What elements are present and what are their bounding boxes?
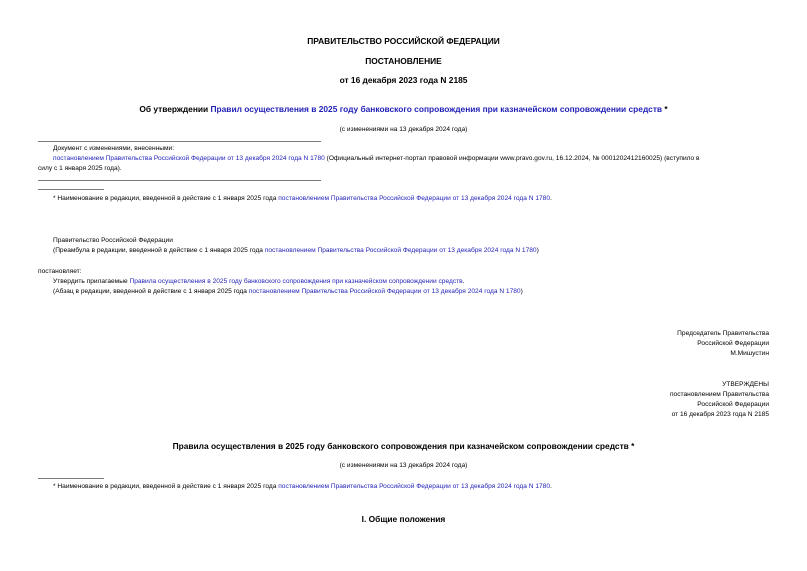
footnote-1-text: * Наименование в редакции, введенной в действие с 1 января 2025 года bbox=[53, 195, 279, 202]
changes-line2: силу с 1 января 2025 года). bbox=[38, 165, 122, 172]
title-link[interactable]: Правил осуществления в 2025 году банковского сопровождения при казначейском сопровождении средств bbox=[210, 104, 663, 114]
preamble-note bbox=[53, 246, 539, 255]
document-title bbox=[0, 104, 807, 114]
changes-rest: (Официальный интернет-портал правовой информации www.pravo.gov.ru, 16.12.2024, № 0001202412160025) (вступило в bbox=[324, 155, 700, 162]
approved-country: Российской Федерации bbox=[697, 401, 769, 408]
footnote-2-link[interactable]: постановлением Правительства Российской Федерации от 13 декабря 2024 года N 1780 bbox=[278, 483, 551, 490]
decree-word: постановляет: bbox=[38, 268, 82, 275]
government-heading: ПРАВИТЕЛЬСТВО РОССИЙСКОЙ ФЕДЕРАЦИИ bbox=[307, 36, 500, 46]
decree-approve-prefix: Утвердить прилагаемые bbox=[53, 278, 130, 285]
footnote-2-text: * Наименование в редакции, введенной в действие с 1 января 2025 года bbox=[53, 483, 279, 490]
preamble-note-link[interactable]: постановлением Правительства Российской Федерации от 13 декабря 2024 года N 1780 bbox=[264, 247, 537, 254]
signature-country: Российской Федерации bbox=[697, 340, 769, 347]
changes-intro: Документ с изменениями, внесенными: bbox=[53, 145, 175, 152]
decree-note-suffix: ) bbox=[520, 288, 523, 295]
section-1-heading: I. Общие положения bbox=[361, 514, 446, 524]
footnote-rule-1 bbox=[38, 189, 104, 190]
signature-title: Председатель Правительства bbox=[677, 330, 769, 337]
signature-name: М.Мишустин bbox=[730, 350, 769, 357]
approved-heading: УТВЕРЖДЕНЫ bbox=[722, 381, 769, 388]
title-asterisk: * bbox=[662, 104, 668, 114]
approved-date: от 16 декабря 2023 года N 2185 bbox=[671, 411, 769, 418]
decree-approve bbox=[53, 277, 465, 286]
footnote-2-end: . bbox=[550, 483, 552, 490]
document-date-number: от 16 декабря 2023 года N 2185 bbox=[339, 75, 468, 85]
title-amendments: (с изменениями на 13 декабря 2024 года) bbox=[339, 126, 468, 133]
footnote-1 bbox=[53, 194, 552, 203]
changes-bottom-rule bbox=[38, 180, 321, 181]
footnote-1-end: . bbox=[550, 195, 552, 202]
preamble-text: Правительство Российской Федерации bbox=[53, 237, 173, 244]
changes-link[interactable]: постановлением Правительства Российской Федерации от 13 декабря 2024 года N 1780 bbox=[53, 155, 325, 162]
changes-top-rule bbox=[38, 141, 321, 142]
decree-note bbox=[53, 287, 523, 296]
decree-note-link[interactable]: постановлением Правительства Российской Федерации от 13 декабря 2024 года N 1780 bbox=[248, 288, 521, 295]
changes-line1 bbox=[53, 154, 700, 163]
decree-approve-suffix: . bbox=[462, 278, 465, 285]
title-prefix: Об утверждении bbox=[139, 104, 211, 114]
footnote-rule-2 bbox=[38, 478, 104, 479]
document-type: ПОСТАНОВЛЕНИЕ bbox=[365, 56, 442, 66]
decree-note-prefix: (Абзац в редакции, введенной в действие с 1 января 2025 года bbox=[53, 288, 249, 295]
rules-title: Правила осуществления в 2025 году банковского сопровождения при казначейском сопровождении средств * bbox=[172, 441, 635, 451]
approved-by: постановлением Правительства bbox=[669, 391, 769, 398]
footnote-1-link[interactable]: постановлением Правительства Российской Федерации от 13 декабря 2024 года N 1780 bbox=[278, 195, 551, 202]
footnote-2 bbox=[53, 482, 552, 491]
preamble-note-suffix: ) bbox=[536, 247, 539, 254]
preamble-note-prefix: (Преамбула в редакции, введенной в действие с 1 января 2025 года bbox=[53, 247, 265, 254]
decree-approve-link[interactable]: Правила осуществления в 2025 году банковского сопровождения при казначейском сопровождении средств bbox=[129, 278, 463, 285]
rules-amendments: (с изменениями на 13 декабря 2024 года) bbox=[339, 462, 468, 469]
